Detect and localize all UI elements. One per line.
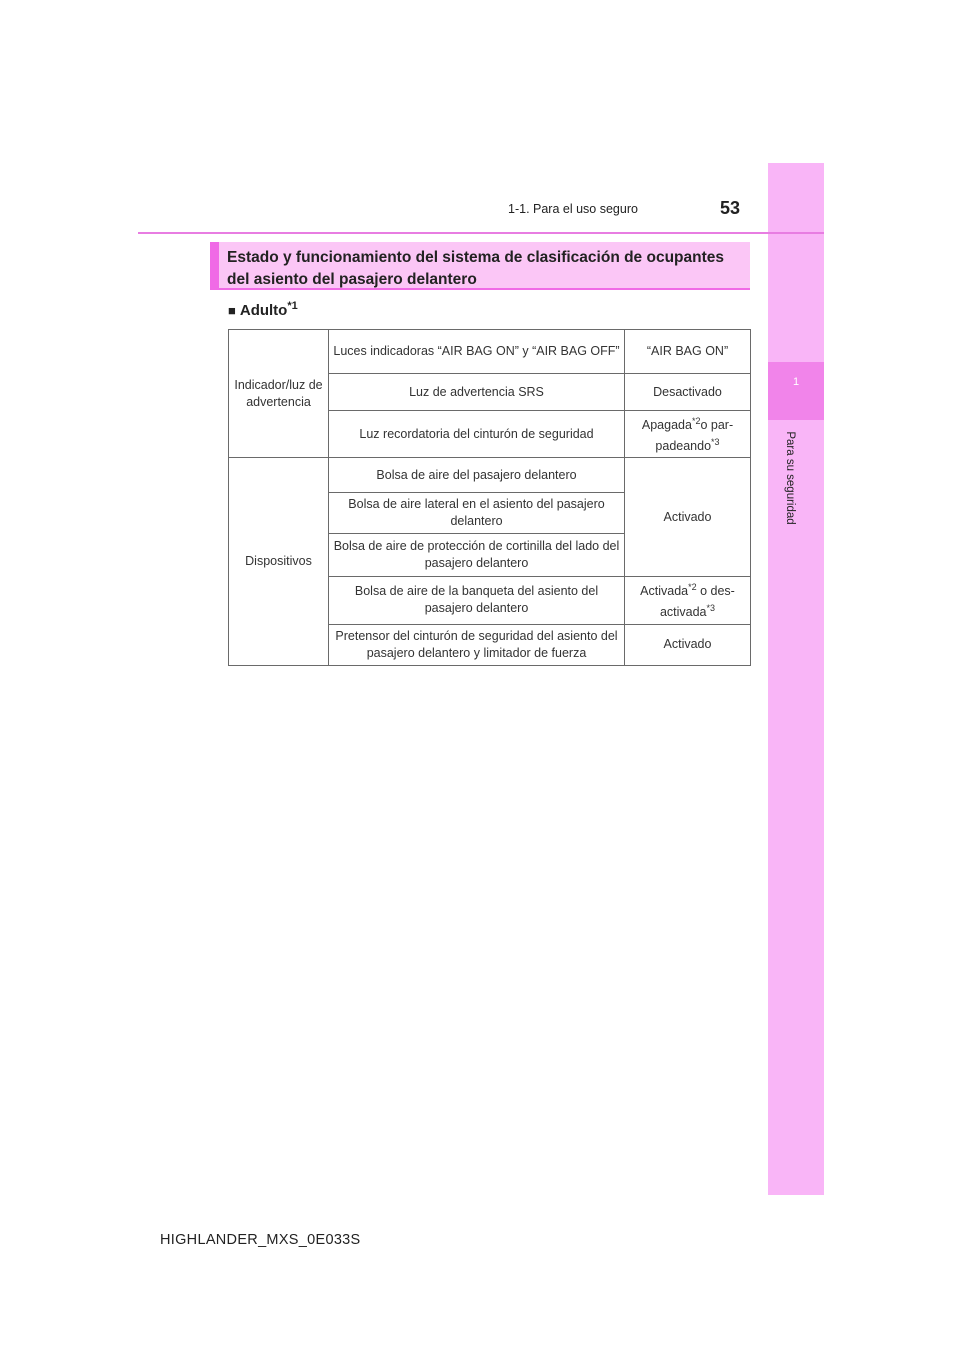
status-text: Activada bbox=[640, 584, 689, 599]
table-row bbox=[229, 330, 751, 374]
table-cell-item: Bolsa de aire del pasajero delantero bbox=[329, 458, 625, 493]
chapter-title: Para su seguridad bbox=[784, 431, 796, 525]
topic-title: Estado y funcionamiento del sistema de clasificación de ocupantes del asiento del pasajero delantero bbox=[210, 242, 750, 290]
subheading-text: Adulto bbox=[239, 302, 288, 319]
footnote-ref: *2 bbox=[688, 582, 697, 593]
table-cell-item: Bolsa de aire de la banqueta del asiento del pasajero delantero bbox=[329, 577, 625, 624]
status-text: o des-activada bbox=[659, 584, 735, 620]
footnote-ref: *3 bbox=[711, 437, 720, 448]
table-cell-status: Desactivado bbox=[625, 374, 751, 411]
header-divider bbox=[138, 232, 824, 234]
status-text: o par-padeando bbox=[655, 418, 734, 454]
table-cell-item: Luz recordatoria del cinturón de seguridad bbox=[329, 411, 625, 458]
table-row bbox=[229, 458, 751, 493]
table-cell-status bbox=[625, 411, 751, 458]
table-cell-status: Activado bbox=[625, 458, 751, 577]
table-cell-item: Bolsa de aire de protección de cortinilla del lado del pasajero delantero bbox=[329, 534, 625, 577]
row-group-label: Dispositivos bbox=[229, 458, 329, 665]
chapter-side-tab bbox=[768, 163, 824, 1195]
square-bullet-icon: ■ bbox=[228, 303, 236, 318]
chapter-number-tab[interactable] bbox=[768, 362, 824, 420]
table-cell-item: Luz de advertencia SRS bbox=[329, 374, 625, 411]
footnote-ref: *1 bbox=[287, 300, 298, 312]
table-cell-item: Bolsa de aire lateral en el asiento del pasajero delantero bbox=[329, 493, 625, 534]
status-text: Apagada bbox=[641, 418, 692, 433]
page-number: 53 bbox=[720, 198, 741, 218]
table-cell-status bbox=[625, 577, 751, 624]
table-cell-status: “AIR BAG ON” bbox=[625, 330, 751, 374]
row-group-label: Indicador/luz de advertencia bbox=[229, 330, 329, 458]
document-code: HIGHLANDER_MXS_0E033S bbox=[160, 1232, 361, 1248]
section-heading: 1-1. Para el uso seguro bbox=[508, 202, 638, 216]
table-cell-item: Pretensor del cinturón de seguridad del asiento del pasajero delantero y limitador de fuerza bbox=[329, 624, 625, 665]
footnote-ref: *3 bbox=[706, 603, 716, 614]
table-cell-item: Luces indicadoras “AIR BAG ON” y “AIR BAG OFF” bbox=[329, 330, 625, 374]
footnote-ref: *2 bbox=[691, 416, 701, 426]
subheading bbox=[228, 300, 298, 319]
chapter-number: 1 bbox=[792, 376, 800, 388]
table-cell-status: Activado bbox=[625, 624, 751, 665]
occupant-classification-table bbox=[228, 329, 751, 666]
